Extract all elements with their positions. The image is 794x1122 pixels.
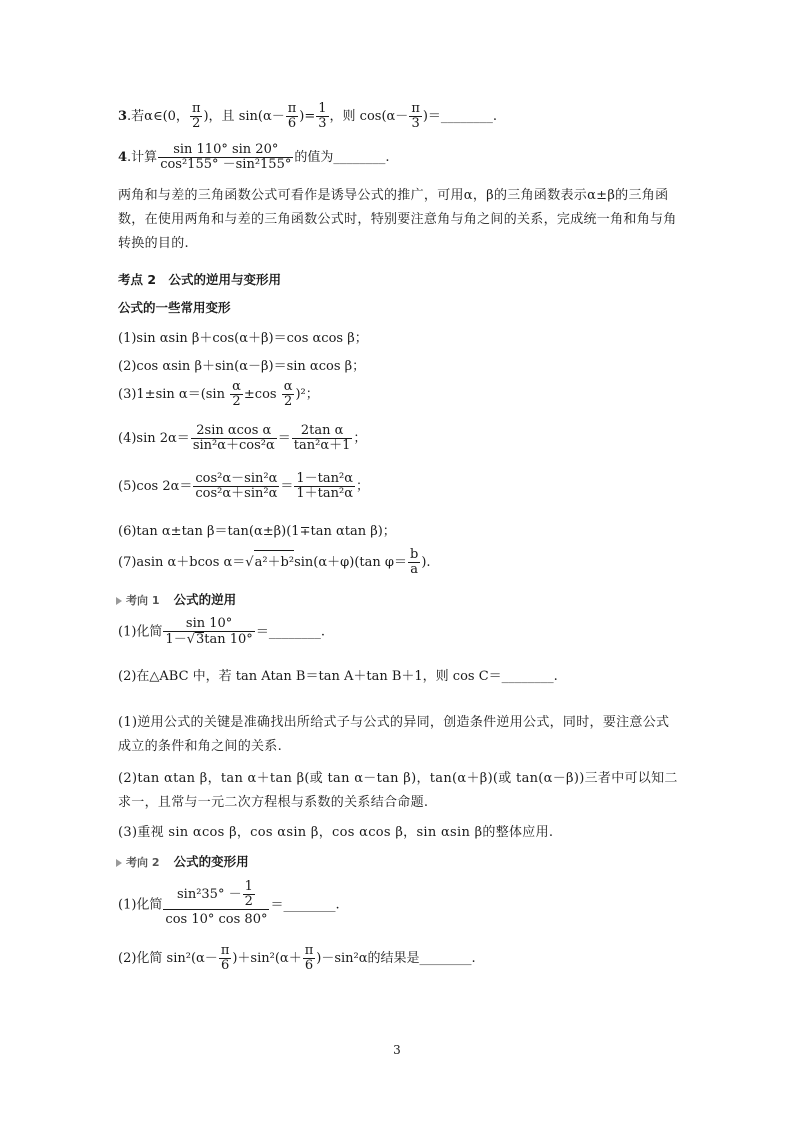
fraction: $\frac{\text{cos²α－sin²α}}{\text{cos²α＋sin²α}}$: [195, 471, 278, 501]
note-3: (3)重视 sin αcos β，cos αsin β，cos αcos β，sin αsin β的整体应用.: [118, 825, 554, 840]
fraction: $\frac{\pi}{2}$: [191, 101, 201, 131]
fraction: $\frac{\pi}{6}$: [287, 101, 297, 131]
fraction: $\frac{1}{3}$: [318, 101, 327, 131]
q3-text: )=: [299, 109, 316, 124]
topic2-question-1: (1)化简 sin²35° － $\frac{1}{2}$ cos 10° cos 80° ＝________.: [118, 880, 340, 930]
question-number: 4: [118, 150, 128, 165]
topic-heading-2: 考向 2 公式的变形用: [116, 852, 249, 870]
fraction: $\frac{\alpha}{2}$: [283, 379, 293, 409]
topic-heading-1: 考向 1 公式的逆用: [116, 590, 236, 608]
fraction: $\frac{\pi}{6}$: [220, 943, 230, 973]
fraction: $\frac{\alpha}{2}$: [232, 379, 241, 409]
topic2-question-2: (2)化简 sin²(α－ $\frac{\pi}{6}$ )＋sin²(α＋ $\frac{\pi}{6}$ )－sin²α的结果是________.: [118, 943, 476, 973]
formula-4: (4)sin 2α＝ $\frac{\text{2sin αcos α}}{\text{sin²α＋cos²α}}$ ＝ $\frac{\text{2tan α}}{\text{tan²α＋1}}$ ；: [118, 423, 367, 453]
fraction: $\frac{\pi}{3}$: [411, 101, 420, 131]
q3-text: ，则 cos(α－: [329, 109, 409, 124]
intro-paragraph: 两角和与差的三角函数公式可看作是诱导公式的推广，可用α，β的三角函数表示α±β的三角函数，在使用两角和与差的三角函数公式时，特别要注意角与角之间的关系，完成统一角和角与角转换的目的.: [118, 188, 677, 251]
formula-2: (2)cos αsin β＋sin(α－β)＝sin αcos β；: [118, 359, 366, 374]
fraction: sin²35° － $\frac{1}{2}$ cos 10° cos 80°: [165, 879, 268, 927]
fraction: $\frac{\sin 110^\circ \sin 20^\circ}{\text{cos²155° －sin²155°}}$: [160, 142, 292, 172]
q4-text: 的值为________.: [294, 150, 390, 165]
formula-6: (6)tan α±tan β＝tan(α±β)(1∓tan αtan β)；: [118, 524, 396, 539]
fraction: $\frac{\text{2tan α}}{\text{tan²α＋1}}$: [293, 423, 351, 453]
subsection-heading: 公式的一些常用变形: [118, 300, 231, 315]
fraction: $\frac{\sin 10^\circ}{1-√3\tan 10^\circ}$: [165, 616, 253, 647]
note-2: (2)tan αtan β，tan α＋tan β(或 tan α－tan β)，tan(α＋β)(或 tan(α－β))三者中可以知二求一，且常与一元二次方程根与系数的关系结合命题.: [118, 771, 678, 810]
fraction: $\frac{1}{2}$: [244, 879, 253, 909]
question-4: [118, 143, 390, 172]
formula-5: (5)cos 2α＝ $\frac{\text{cos²α－sin²α}}{\text{cos²α＋sin²α}}$ ＝ $\frac{\text{1－tan²α}}{\text{1＋tan²α}}$ ；: [118, 471, 369, 501]
section-heading: 考点 2 公式的逆用与变形用: [118, 272, 282, 287]
q3-text: )，且 sin(α－: [203, 109, 285, 124]
triangle-marker-icon: [116, 859, 122, 867]
question-number: 3: [118, 109, 128, 124]
triangle-marker-icon: [116, 597, 122, 605]
topic1-question-2: (2)在△ABC 中，若 tan Atan B＝tan A＋tan B＋1，则 cos C＝________.: [118, 669, 558, 684]
page-number: 3: [393, 1043, 401, 1057]
note-1: (1)逆用公式的关键是准确找出所给式子与公式的异同，创造条件逆用公式，同时，要注意公式成立的条件和角之间的关系.: [118, 715, 670, 754]
fraction: $\frac{\text{2sin αcos α}}{\text{sin²α＋cos²α}}$: [192, 423, 275, 453]
fraction: $\frac{\pi}{6}$: [304, 943, 314, 973]
formula-3: (3)1±sin α＝(sin $\frac{\alpha}{2}$ ±cos $\frac{\alpha}{2}$ )²；: [118, 379, 319, 409]
fraction: $\frac{\text{1－tan²α}}{\text{1＋tan²α}}$: [296, 471, 353, 501]
sqrt-radicand: a²＋b²: [254, 550, 295, 570]
topic1-question-1: (1)化简 $\frac{\sin 10^\circ}{1-√3\tan 10^\circ}$ ＝________.: [118, 616, 325, 647]
sqrt-sign: √: [245, 555, 254, 570]
formula-1: (1)sin αsin β＋cos(α＋β)＝cos αcos β；: [118, 331, 368, 346]
formula-7: (7)asin α＋bcos α＝√a²＋b²sin(α＋φ)(tan φ＝ $\frac{b}{a}$ ).: [118, 547, 431, 577]
q3-text: .若α∈(0，: [127, 109, 189, 124]
question-3: [118, 102, 497, 131]
q4-text: .计算: [127, 150, 158, 165]
q3-text: )＝________.: [422, 109, 498, 124]
fraction: $\frac{b}{a}$: [409, 547, 419, 577]
